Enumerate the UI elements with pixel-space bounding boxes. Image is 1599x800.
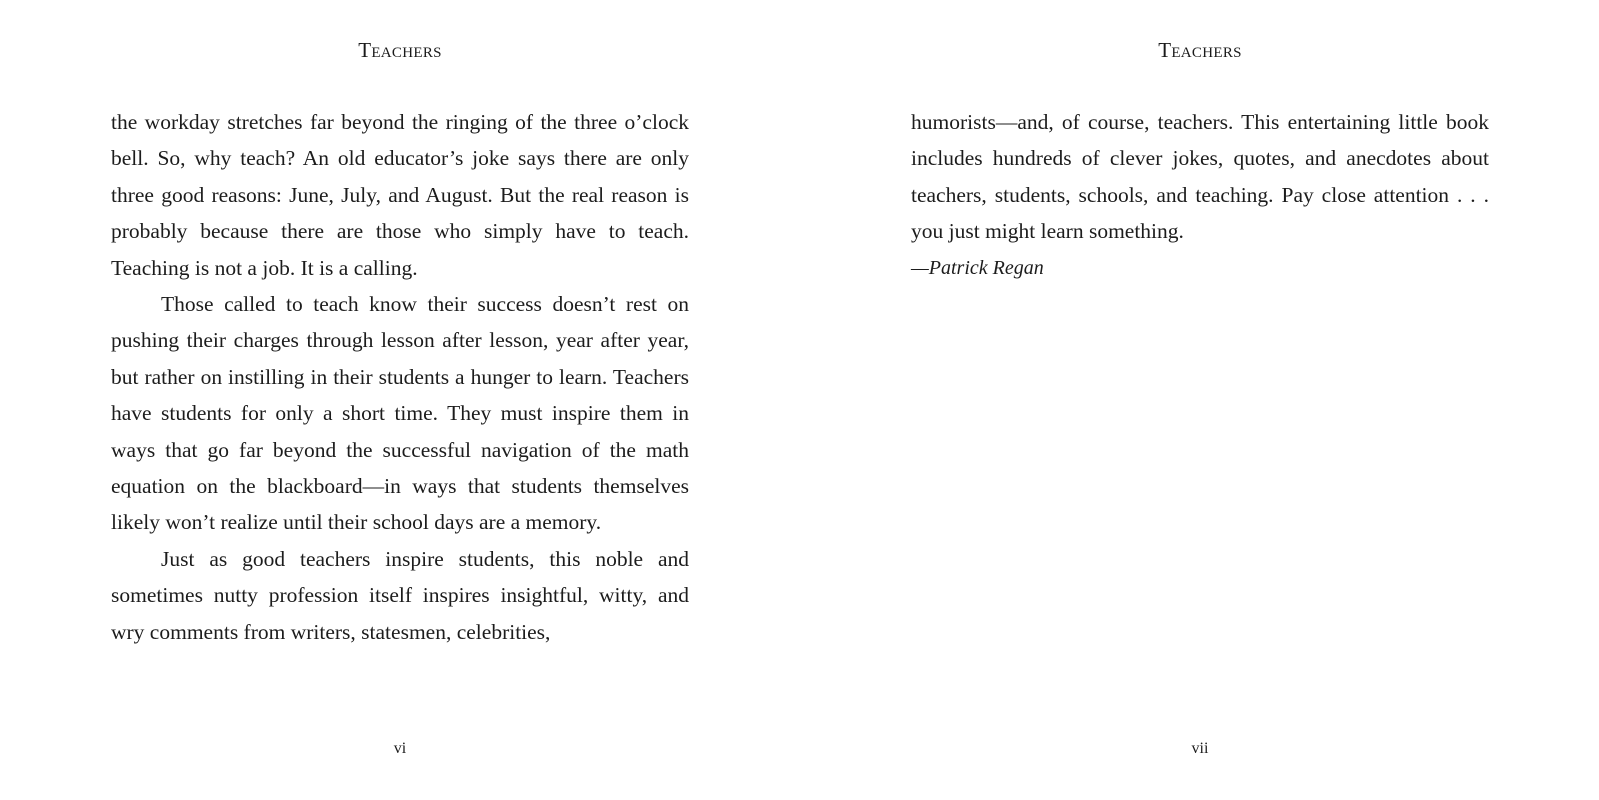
paragraph: the workday stretches far beyond the ringing of the three o’clock bell. So, why teach? An old educator’s joke says there are only three good reasons: June, July, and August. But the real reason is probably because there are those who simply have to teach. Teaching is not a job. It is a calling.: [111, 110, 689, 280]
page-number-left: vi: [393, 740, 407, 757]
paragraph: humorists—and, of course, teachers. This entertaining little book includes hundreds of clever jokes, quotes, and anecdotes about teachers, students, schools, and teaching. Pay close attention . . . you just might learn something.: [911, 110, 1489, 244]
paragraph: Just as good teachers inspire students, this noble and sometimes nutty profession itself inspires insightful, witty, and wry comments from writers, statesmen, celebrities,: [111, 546, 689, 644]
author-signature: —Patrick Regan: [911, 256, 1044, 279]
page-number-right: vii: [1191, 740, 1209, 757]
running-head-right: Teachers: [1158, 38, 1242, 62]
body-text-right: [911, 104, 1489, 286]
right-page: [800, 0, 1599, 800]
paragraph: Those called to teach know their success doesn’t rest on pushing their charges through lesson after lesson, year after year, but rather on instilling in their students a hunger to learn. Teachers have students for only a short time. They must inspire them in ways that go far beyond the successful navigation of the math equation on the blackboard—in ways that students themselves likely won’t realize until their school days are a memory.: [111, 292, 689, 535]
running-head-left: Teachers: [358, 38, 442, 62]
body-text-left: [111, 104, 689, 650]
